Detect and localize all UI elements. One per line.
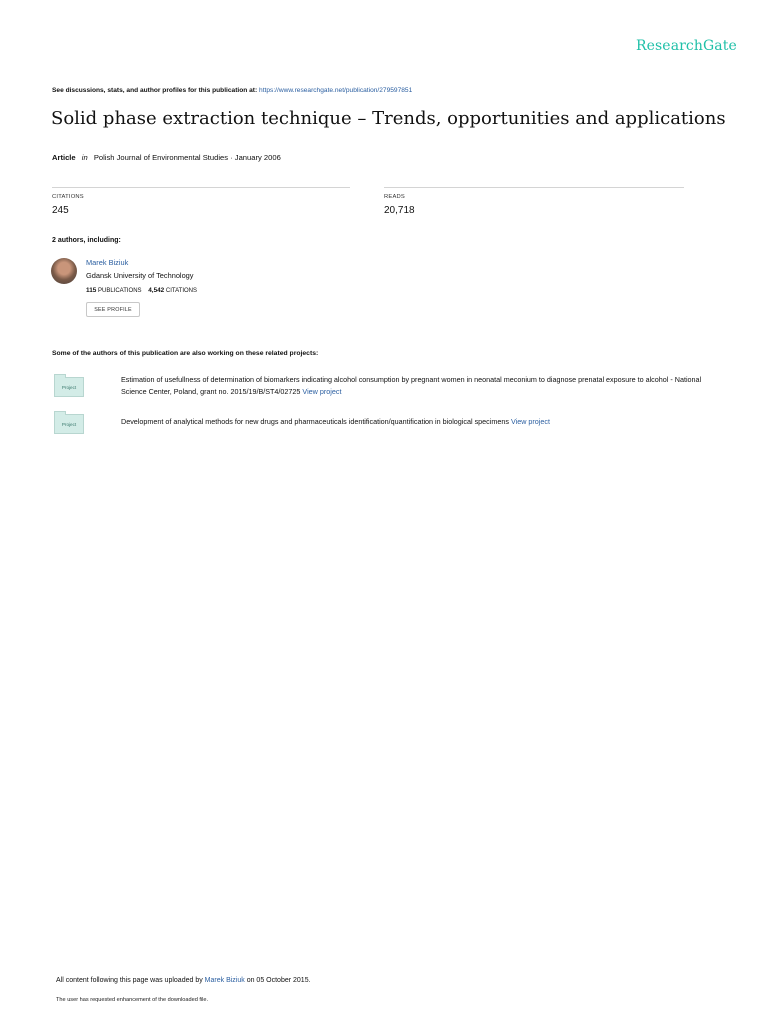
author-publications-label: PUBLICATIONS bbox=[97, 288, 142, 294]
author-citations-count: 4,542 bbox=[148, 287, 165, 294]
author-stats bbox=[86, 287, 197, 294]
view-project-link[interactable]: View project bbox=[510, 417, 550, 426]
discussion-prefix: See discussions, stats, and author profiles for this publication at: bbox=[52, 87, 258, 94]
project-icon-label: Project bbox=[61, 421, 77, 427]
see-profile-button[interactable]: SEE PROFILE bbox=[86, 302, 140, 317]
project-folder-icon[interactable] bbox=[54, 377, 84, 397]
researchgate-logo[interactable]: ResearchGate bbox=[636, 38, 737, 54]
upload-prefix: All content following this page was uploaded by bbox=[56, 977, 203, 984]
project-description: Estimation of usefullness of determination of biomarkers indicating alcohol consumption by pregnant women in neonatal meconium to diagnose prenatal exposure to alcohol - National Science Center, Poland, grant no. 2015/19/B/ST4/02725 bbox=[121, 375, 702, 396]
author-citations-label: CITATIONS bbox=[165, 288, 198, 294]
divider-citations bbox=[52, 187, 350, 188]
author-publications-count: 115 bbox=[86, 287, 97, 294]
upload-notice bbox=[56, 977, 311, 984]
in-word: in bbox=[81, 153, 88, 162]
project-item bbox=[121, 374, 721, 398]
uploader-link[interactable]: Marek Biziuk bbox=[204, 977, 245, 984]
reads-label: READS bbox=[384, 194, 405, 200]
publication-url-link[interactable]: https://www.researchgate.net/publication/279597851 bbox=[259, 87, 413, 94]
divider-reads bbox=[384, 187, 684, 188]
enhancement-note: The user has requested enhancement of the downloaded file. bbox=[56, 997, 209, 1003]
article-type: Article bbox=[52, 153, 76, 162]
upload-suffix: on 05 October 2015. bbox=[246, 977, 311, 984]
author-avatar[interactable] bbox=[51, 258, 77, 284]
reads-value: 20,718 bbox=[384, 205, 415, 216]
citations-value: 245 bbox=[52, 205, 69, 216]
project-description: Development of analytical methods for new drugs and pharmaceuticals identification/quantification in biological specimens bbox=[121, 417, 509, 426]
article-meta bbox=[52, 153, 281, 162]
authors-heading: 2 authors, including: bbox=[52, 237, 121, 244]
projects-heading: Some of the authors of this publication are also working on these related projects: bbox=[52, 350, 319, 357]
article-title: Solid phase extraction technique – Trends, opportunities and applications bbox=[51, 108, 726, 129]
project-item bbox=[121, 416, 721, 428]
project-folder-icon[interactable] bbox=[54, 414, 84, 434]
project-icon-label: Project bbox=[61, 384, 77, 390]
journal-and-date: Polish Journal of Environmental Studies · January 2006 bbox=[93, 153, 281, 162]
citations-label: CITATIONS bbox=[52, 194, 84, 200]
author-affiliation: Gdansk University of Technology bbox=[86, 271, 194, 280]
discussion-line bbox=[52, 87, 412, 94]
author-name-link[interactable]: Marek Biziuk bbox=[86, 258, 129, 267]
view-project-link[interactable]: View project bbox=[302, 387, 342, 396]
